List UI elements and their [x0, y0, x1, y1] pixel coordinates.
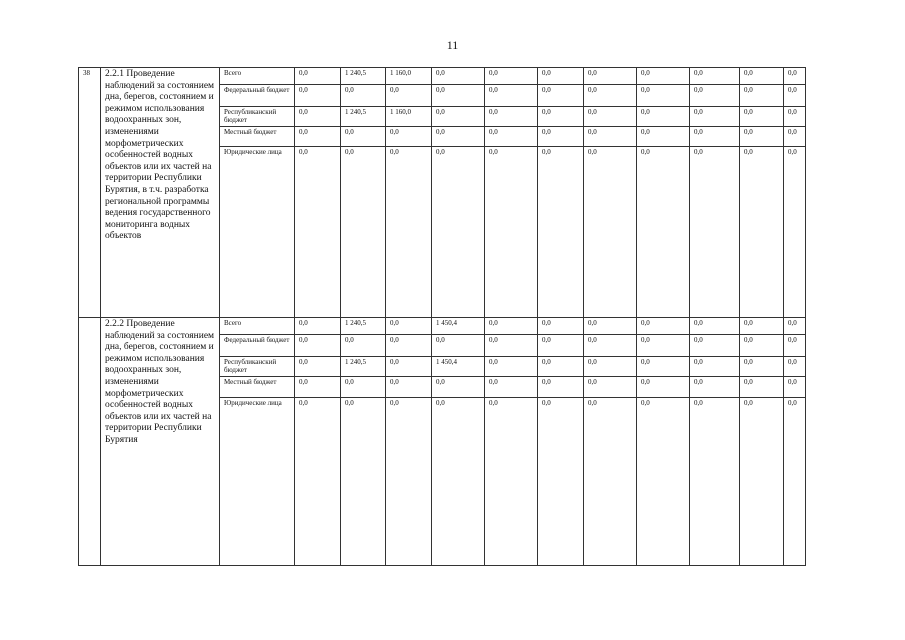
value-cell: 0,0: [584, 85, 637, 107]
value-cell: 0,0: [386, 147, 432, 318]
funding-source-cell: Федеральный бюджет: [220, 335, 295, 357]
value-cell: 0,0: [784, 107, 806, 127]
value-cell: 0,0: [740, 357, 784, 377]
value-cell: 0,0: [485, 335, 538, 357]
funding-source-cell: Республиканский бюджет: [220, 107, 295, 127]
value-cell: 0,0: [485, 85, 538, 107]
value-cell: 0,0: [584, 68, 637, 85]
value-cell: 0,0: [740, 335, 784, 357]
value-cell: 0,0: [784, 85, 806, 107]
value-cell: 0,0: [637, 127, 690, 147]
value-cell: 0,0: [386, 377, 432, 398]
value-cell: 0,0: [295, 147, 341, 318]
value-cell: 0,0: [295, 127, 341, 147]
value-cell: 1 450,4: [432, 357, 485, 377]
value-cell: 0,0: [740, 127, 784, 147]
value-cell: 0,0: [341, 335, 386, 357]
value-cell: 0,0: [485, 68, 538, 85]
value-cell: 0,0: [538, 357, 584, 377]
value-cell: 0,0: [740, 377, 784, 398]
value-cell: 0,0: [341, 398, 386, 566]
value-cell: 1 240,5: [341, 68, 386, 85]
value-cell: 0,0: [784, 357, 806, 377]
value-cell: 0,0: [485, 127, 538, 147]
value-cell: 0,0: [538, 68, 584, 85]
value-cell: 0,0: [637, 147, 690, 318]
row-number-cell: 38: [79, 68, 101, 318]
value-cell: 0,0: [485, 107, 538, 127]
value-cell: 0,0: [485, 147, 538, 318]
activity-name-cell: 2.2.2 Проведение наблюдений за состоянием дна, берегов, состоянием и режимом использования водоохранных зон, изменениями морфометрических особенностей водных объектов или их частей на территории Республики Бурятия: [101, 318, 220, 566]
funding-source-cell: Всего: [220, 68, 295, 85]
value-cell: 1 240,5: [341, 107, 386, 127]
value-cell: 0,0: [386, 335, 432, 357]
value-cell: 0,0: [295, 85, 341, 107]
value-cell: 0,0: [584, 357, 637, 377]
value-cell: 0,0: [341, 377, 386, 398]
value-cell: 0,0: [784, 147, 806, 318]
value-cell: 0,0: [690, 147, 740, 318]
value-cell: 0,0: [637, 68, 690, 85]
value-cell: 0,0: [538, 107, 584, 127]
budget-table: [78, 67, 806, 566]
value-cell: 0,0: [740, 147, 784, 318]
value-cell: 0,0: [584, 377, 637, 398]
value-cell: 0,0: [485, 357, 538, 377]
value-cell: 0,0: [637, 318, 690, 335]
row-number-cell: [79, 318, 101, 566]
value-cell: 0,0: [784, 335, 806, 357]
value-cell: 0,0: [386, 398, 432, 566]
value-cell: 0,0: [295, 357, 341, 377]
funding-source-cell: Юридические лица: [220, 147, 295, 318]
value-cell: 0,0: [637, 85, 690, 107]
value-cell: 0,0: [637, 107, 690, 127]
value-cell: 0,0: [690, 377, 740, 398]
value-cell: 0,0: [784, 68, 806, 85]
value-cell: 0,0: [690, 85, 740, 107]
value-cell: 0,0: [740, 85, 784, 107]
value-cell: 0,0: [740, 318, 784, 335]
value-cell: 0,0: [485, 377, 538, 398]
value-cell: 0,0: [432, 85, 485, 107]
value-cell: 1 160,0: [386, 68, 432, 85]
value-cell: 0,0: [538, 398, 584, 566]
value-cell: 0,0: [584, 398, 637, 566]
value-cell: 0,0: [295, 107, 341, 127]
value-cell: 0,0: [386, 127, 432, 147]
value-cell: 0,0: [432, 335, 485, 357]
value-cell: 0,0: [432, 377, 485, 398]
funding-source-cell: Местный бюджет: [220, 127, 295, 147]
value-cell: 0,0: [295, 377, 341, 398]
funding-source-cell: Республиканский бюджет: [220, 357, 295, 377]
value-cell: 0,0: [485, 398, 538, 566]
value-cell: 0,0: [432, 127, 485, 147]
value-cell: 0,0: [538, 318, 584, 335]
value-cell: 0,0: [740, 398, 784, 566]
value-cell: 0,0: [432, 68, 485, 85]
value-cell: 0,0: [538, 85, 584, 107]
funding-source-cell: Федеральный бюджет: [220, 85, 295, 107]
activity-name-cell: 2.2.1 Проведение наблюдений за состоянием дна, берегов, состоянием и режимом использования водоохранных зон, изменениями морфометрических особенностей водных объектов или их частей на территории Республики Бурятия, в т.ч. разработка региональной программы ведения государственного мониторинга водных объектов: [101, 68, 220, 318]
value-cell: 0,0: [740, 107, 784, 127]
value-cell: 0,0: [690, 68, 740, 85]
value-cell: 0,0: [637, 377, 690, 398]
value-cell: 0,0: [690, 318, 740, 335]
value-cell: 0,0: [295, 318, 341, 335]
value-cell: 1 160,0: [386, 107, 432, 127]
value-cell: 0,0: [295, 335, 341, 357]
value-cell: 0,0: [432, 107, 485, 127]
value-cell: 0,0: [637, 357, 690, 377]
value-cell: 0,0: [690, 127, 740, 147]
value-cell: 0,0: [538, 377, 584, 398]
value-cell: 0,0: [740, 68, 784, 85]
value-cell: 0,0: [295, 398, 341, 566]
value-cell: 0,0: [784, 318, 806, 335]
value-cell: 0,0: [386, 357, 432, 377]
value-cell: 0,0: [690, 357, 740, 377]
table-row: [79, 68, 806, 85]
value-cell: 0,0: [584, 335, 637, 357]
value-cell: 0,0: [690, 335, 740, 357]
value-cell: 0,0: [386, 318, 432, 335]
page-number: 11: [446, 38, 459, 52]
value-cell: 0,0: [690, 398, 740, 566]
value-cell: 1 450,4: [432, 318, 485, 335]
funding-source-cell: Юридические лица: [220, 398, 295, 566]
value-cell: 0,0: [584, 318, 637, 335]
value-cell: 1 240,5: [341, 318, 386, 335]
value-cell: 0,0: [784, 127, 806, 147]
funding-source-cell: Местный бюджет: [220, 377, 295, 398]
value-cell: 0,0: [432, 147, 485, 318]
value-cell: 0,0: [584, 147, 637, 318]
value-cell: 0,0: [341, 85, 386, 107]
value-cell: 0,0: [690, 107, 740, 127]
value-cell: 1 240,5: [341, 357, 386, 377]
value-cell: 0,0: [784, 377, 806, 398]
value-cell: 0,0: [485, 318, 538, 335]
value-cell: 0,0: [784, 398, 806, 566]
value-cell: 0,0: [432, 398, 485, 566]
value-cell: 0,0: [584, 107, 637, 127]
value-cell: 0,0: [538, 147, 584, 318]
funding-source-cell: Всего: [220, 318, 295, 335]
value-cell: 0,0: [538, 127, 584, 147]
value-cell: 0,0: [295, 68, 341, 85]
value-cell: 0,0: [538, 335, 584, 357]
value-cell: 0,0: [637, 335, 690, 357]
value-cell: 0,0: [637, 398, 690, 566]
value-cell: 0,0: [341, 147, 386, 318]
value-cell: 0,0: [386, 85, 432, 107]
value-cell: 0,0: [341, 127, 386, 147]
table-row: [79, 318, 806, 335]
value-cell: 0,0: [584, 127, 637, 147]
